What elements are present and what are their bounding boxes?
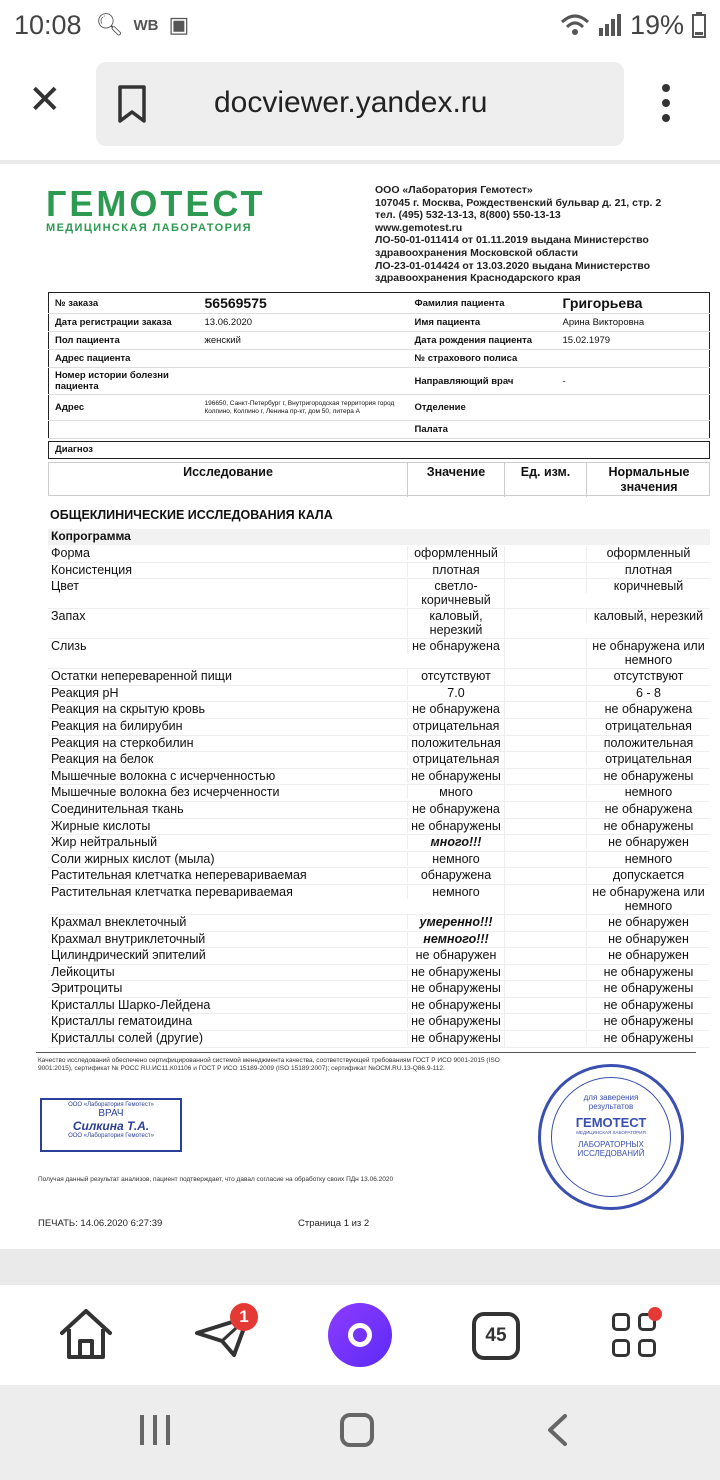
table-row (48, 1031, 710, 1048)
system-navigation (0, 1385, 720, 1480)
wb-icon: WB (133, 16, 159, 34)
test-value: не обнаружена (407, 802, 504, 816)
results-table (48, 546, 710, 1048)
test-unit (504, 802, 586, 818)
test-norm: отрицательная (586, 752, 710, 766)
test-unit (504, 885, 586, 914)
test-name: Мышечные волокна без исчерченности (51, 785, 280, 800)
test-value: не обнаружены (407, 1031, 504, 1045)
test-name: Соединительная ткань (51, 801, 184, 816)
patient-surname: Григорьева (557, 293, 710, 314)
test-norm: немного (586, 852, 710, 866)
table-row (48, 752, 710, 769)
table-row (48, 885, 710, 915)
test-value: не обнаружена (407, 702, 504, 716)
more-menu-icon[interactable] (662, 84, 670, 122)
test-value: не обнаружены (407, 965, 504, 979)
test-value: немного (407, 885, 504, 899)
table-row (48, 852, 710, 869)
test-unit (504, 1014, 586, 1030)
test-unit (504, 965, 586, 981)
test-value: не обнаружен (407, 948, 504, 962)
table-row (48, 948, 710, 965)
recent-apps-icon[interactable] (140, 1415, 170, 1445)
messenger-button[interactable] (194, 1307, 252, 1364)
test-unit (504, 915, 586, 931)
tabs-count-button[interactable]: 45 (472, 1312, 520, 1360)
document-page (0, 164, 720, 1249)
table-row (48, 546, 710, 563)
test-norm: не обнаружены (586, 819, 710, 833)
bookmark-icon[interactable] (114, 84, 150, 124)
alice-assistant-button[interactable] (328, 1303, 392, 1367)
diagnosis-row: Диагноз (48, 441, 710, 459)
table-row (48, 819, 710, 836)
test-norm: не обнаружена или немного (586, 885, 710, 913)
address-bar[interactable] (96, 62, 624, 146)
patient-info-table: № заказа 56569575 Фамилия пациента Григорьева Дата регистрации заказа 13.06.2020 Имя пациента Арина Викторовна Пол пациента женский Дата рождения пациента 15.02.1979 Адрес пациента № страхового полиса Номер истории болезни пациента Направляющий врач - Адрес 196650, Санкт-Петербург г, Внутригородская территория город Колпино, Колпино г, Ленина пр-кт, дом 50, литера А Отделение Палата (48, 292, 710, 439)
test-unit (504, 852, 586, 868)
test-value: светло-коричневый (407, 579, 504, 607)
quality-note: Качество исследований обеспечено сертифицированной системой менеджмента качества, соответствующей требованиям ГОСТ Р ИСО 9001-2015 (ISO 9001:2015), сертификат № РОСС RU.ИС11.К01106 и ГОСТ Р ИСО 15189-2009 (ISO 15189:2007); сертификат №ОСМ.RU.13-Q86.9-112. (38, 1057, 500, 1072)
home-icon[interactable] (58, 1307, 114, 1361)
test-value: не обнаружена (407, 639, 504, 653)
test-name: Эритроциты (51, 981, 123, 996)
test-name: Цилиндрический эпителий (51, 948, 206, 963)
test-value: немного (407, 852, 504, 866)
test-norm: не обнаружен (586, 948, 710, 962)
table-row (48, 686, 710, 703)
test-name: Реакция на стеркобилин (51, 735, 194, 750)
page-indicator: Страница 1 из 2 (298, 1218, 370, 1229)
test-name: Крахмал внутриклеточный (51, 931, 206, 946)
url-text[interactable]: docviewer.yandex.ru (214, 86, 488, 119)
table-row (48, 769, 710, 786)
test-unit (504, 563, 586, 579)
test-name: Кристаллы солей (другие) (51, 1031, 203, 1046)
test-value: плотная (407, 563, 504, 577)
test-value: много!!! (407, 835, 504, 849)
test-norm: не обнаружена (586, 702, 710, 716)
table-row (48, 639, 710, 669)
test-unit (504, 752, 586, 768)
test-unit (504, 785, 586, 801)
test-norm: каловый, нерезкий (586, 609, 710, 623)
test-unit (504, 579, 586, 608)
test-value: положительная (407, 736, 504, 750)
test-name: Запах (51, 609, 86, 624)
test-name: Соли жирных кислот (мыла) (51, 851, 215, 866)
test-norm: плотная (586, 563, 710, 577)
table-row (48, 785, 710, 802)
table-row (48, 915, 710, 932)
doctor-stamp: ООО «Лаборатория Гемотест» ВРАЧ Силкина Т.А. ООО «Лаборатория Гемотест» (40, 1098, 182, 1152)
table-row (48, 736, 710, 753)
test-norm: не обнаружен (586, 835, 710, 849)
battery-icon (692, 12, 706, 38)
test-norm: не обнаружена или немного (586, 639, 710, 667)
document-viewer[interactable] (0, 160, 720, 1285)
test-norm: не обнаружены (586, 1014, 710, 1028)
test-value: много (407, 785, 504, 799)
test-unit (504, 998, 586, 1014)
test-norm: отрицательная (586, 719, 710, 733)
battery-percent: 19% (629, 9, 684, 40)
test-value: каловый, нерезкий (407, 609, 504, 637)
test-norm: не обнаружен (586, 915, 710, 929)
test-unit (504, 669, 586, 685)
test-value: отрицательная (407, 752, 504, 766)
section-title: ОБЩЕКЛИНИЧЕСКИЕ ИССЛЕДОВАНИЯ КАЛА (50, 508, 333, 522)
test-name: Крахмал внеклеточный (51, 914, 187, 929)
table-row (48, 1014, 710, 1031)
test-name: Лейкоциты (51, 964, 115, 979)
print-date: ПЕЧАТЬ: 14.06.2020 6:27:39 (38, 1218, 163, 1229)
test-norm: отсутствуют (586, 669, 710, 683)
status-bar (0, 0, 720, 50)
test-norm: не обнаружены (586, 998, 710, 1012)
browser-toolbar (0, 50, 720, 160)
test-name: Форма (51, 546, 90, 560)
table-row (48, 868, 710, 885)
test-unit (504, 819, 586, 835)
test-value: 7.0 (407, 686, 504, 700)
test-name: Растительная клетчатка перевариваемая (51, 884, 293, 899)
test-unit (504, 868, 586, 884)
test-norm: 6 - 8 (586, 686, 710, 700)
subsection-title: Копрограмма (48, 529, 710, 545)
test-name: Растительная клетчатка неперевариваемая (51, 868, 307, 883)
test-name: Жирные кислоты (51, 818, 151, 833)
test-norm: не обнаружены (586, 1031, 710, 1045)
test-value: умеренно!!! (407, 915, 504, 929)
table-row (48, 563, 710, 580)
test-unit (504, 932, 586, 948)
test-unit (504, 948, 586, 964)
test-value: не обнаружены (407, 998, 504, 1012)
test-name: Реакция на скрытую кровь (51, 702, 206, 717)
test-value: обнаружена (407, 868, 504, 882)
status-time: 10:08 (14, 9, 82, 40)
test-norm: не обнаружены (586, 965, 710, 979)
order-number: 56569575 (199, 293, 409, 314)
test-unit (504, 639, 586, 668)
test-norm: не обнаружены (586, 769, 710, 783)
test-name: Реакция pH (51, 685, 119, 700)
test-value: отсутствуют (407, 669, 504, 683)
test-value: оформленный (407, 546, 504, 560)
test-name: Кристаллы гематоидина (51, 1014, 193, 1029)
test-unit (504, 546, 586, 562)
test-value: отрицательная (407, 719, 504, 733)
test-name: Реакция на билирубин (51, 718, 183, 733)
table-row (48, 998, 710, 1015)
notification-icon: ▣ (168, 12, 190, 37)
table-row (48, 719, 710, 736)
table-row (48, 965, 710, 982)
back-icon[interactable] (546, 1413, 568, 1447)
alice-icon (348, 1323, 372, 1347)
notification-badge: 1 (230, 1303, 258, 1331)
test-norm: немного (586, 785, 710, 799)
wifi-icon (560, 14, 590, 36)
consent-note: Получая данный результат анализов, пациент подтверждает, что давал согласие на обработку своих ПДн 13.06.2020 (38, 1176, 394, 1183)
test-name: Слизь (51, 639, 87, 654)
test-value: немного!!! (407, 932, 504, 946)
table-row (48, 802, 710, 819)
test-norm: коричневый (586, 579, 710, 593)
bottom-navigation (0, 1285, 720, 1385)
test-name: Жир нейтральный (51, 835, 158, 850)
test-name: Консистенция (51, 562, 132, 577)
test-value: не обнаружены (407, 819, 504, 833)
table-row (48, 579, 710, 609)
test-value: не обнаружены (407, 981, 504, 995)
test-name: Остатки непереваренной пищи (51, 669, 232, 684)
test-norm: оформленный (586, 546, 710, 560)
table-row (48, 835, 710, 852)
services-grid-icon[interactable] (612, 1313, 658, 1359)
test-unit (504, 719, 586, 735)
lab-seal: для заверения результатов ГЕМОТЕСТ МЕДИЦИНСКАЯ ЛАБОРАТОРИЯ ЛАБОРАТОРНЫХ ИССЛЕДОВАНИЙ (538, 1064, 684, 1210)
test-unit (504, 981, 586, 997)
test-norm: положительная (586, 736, 710, 750)
test-norm: не обнаружен (586, 932, 710, 946)
divider (36, 1052, 696, 1053)
test-unit (504, 736, 586, 752)
test-value: не обнаружены (407, 1014, 504, 1028)
table-row (48, 609, 710, 639)
table-row (48, 702, 710, 719)
test-value: не обнаружены (407, 769, 504, 783)
test-unit (504, 769, 586, 785)
test-name: Мышечные волокна с исчерченностью (51, 768, 276, 783)
table-row (48, 981, 710, 998)
test-norm: не обнаружена (586, 802, 710, 816)
results-table-header: Исследование Значение Ед. изм. Нормальные значения (48, 462, 710, 496)
test-unit (504, 609, 586, 638)
test-name: Кристаллы Шарко-Лейдена (51, 997, 211, 1012)
signal-icon (598, 14, 622, 36)
table-row (48, 932, 710, 949)
table-row (48, 669, 710, 686)
test-norm: не обнаружены (586, 981, 710, 995)
test-name: Цвет (51, 579, 80, 594)
test-name: Реакция на белок (51, 752, 154, 767)
test-unit (504, 702, 586, 718)
test-unit (504, 835, 586, 851)
lab-info: ООО «Лаборатория Гемотест» 107045 г. Москва, Рождественский бульвар д. 21, стр. 2 тел. (495) 532-13-13, 8(800) 550-13-13 www.gemotest.ru ЛО-50-01-011414 от 01.11.2019 выдана Министерство здравоохранения Московской области ЛО-23-01-014424 от 13.03.2020 выдана Министерство здравоохранения Краснодарского края (375, 184, 662, 285)
home-system-icon[interactable] (340, 1413, 374, 1447)
test-norm: допускается (586, 868, 710, 882)
test-unit (504, 686, 586, 702)
gemotest-logo: ГЕМОТЕСТ МЕДИЦИНСКАЯ ЛАБОРАТОРИЯ (46, 183, 266, 234)
search-icon: 🔍︎ (95, 12, 124, 37)
close-icon[interactable]: ✕ (28, 78, 62, 122)
test-unit (504, 1031, 586, 1047)
